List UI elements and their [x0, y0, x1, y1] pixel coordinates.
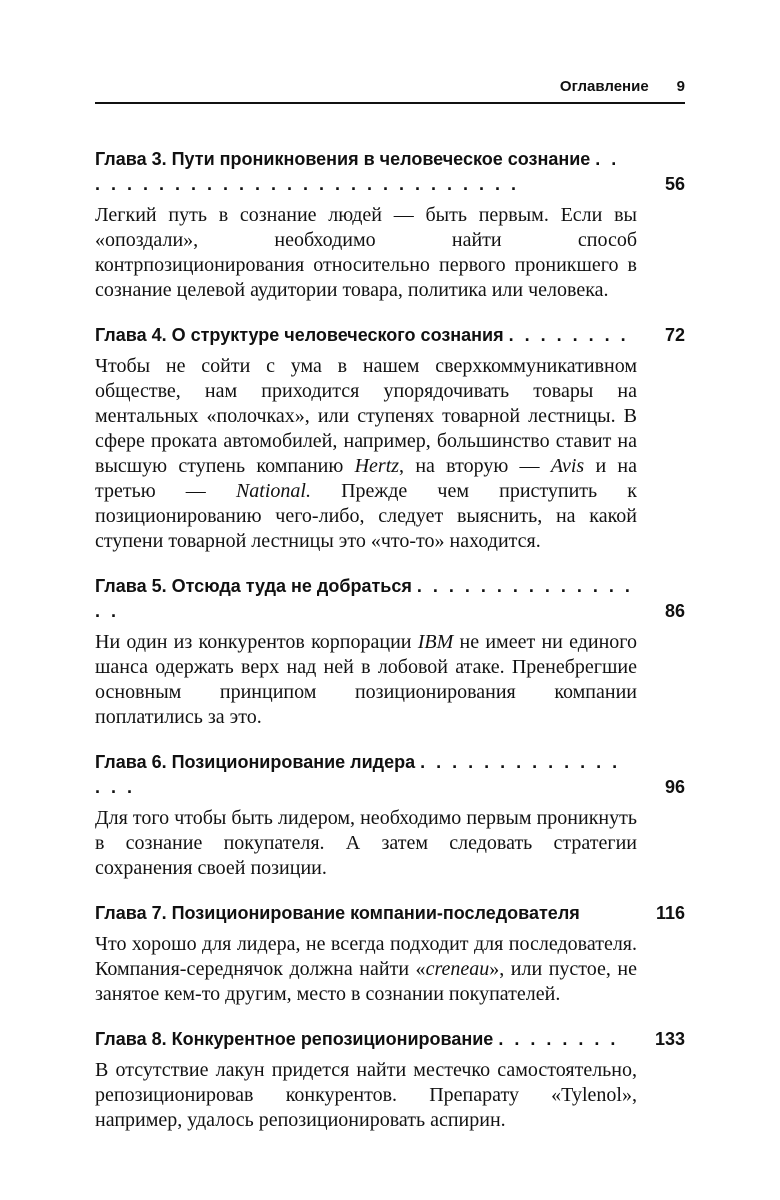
toc-entry-chapter-3 [95, 147, 685, 303]
chapter-title: Глава 3. Пути проникновения в человеческое сознание [95, 149, 591, 169]
chapter-title: Глава 6. Позиционирование лидера [95, 752, 416, 772]
book-page [95, 78, 685, 1153]
table-of-contents [95, 147, 685, 1133]
chapter-page-number: 72 [664, 325, 685, 345]
chapter-title: Глава 5. Отсюда туда не добраться [95, 576, 412, 596]
chapter-title: Глава 8. Конкурентное репозиционирование [95, 1029, 494, 1049]
chapter-summary: Легкий путь в сознание людей — быть первым. Если вы «опоздали», необходимо найти способ контрпозиционирования относительно первого проникшего в сознание целевой аудитории товара, политика или человека. [95, 204, 637, 301]
dot-leader: . . . . . . . . . . . . . . . . [95, 752, 621, 797]
dot-leader: . . . . . . . . [508, 325, 629, 345]
chapter-title-row [95, 1027, 685, 1052]
chapter-page-number: 133 [654, 1029, 685, 1049]
chapter-page-number: 116 [655, 903, 685, 923]
section-title: Оглавление [559, 78, 649, 95]
running-head [95, 78, 685, 104]
chapter-summary: Чтобы не сойти с ума в нашем сверхкоммуникативном обществе, нам приходится упорядочивать товары на ментальных «полочках», или ступенях товарной лестницы. В сфере проката автомобилей, например, большинство ставит на высшую ступень компанию Hertz, на вторую — Avis и на третью — National. Прежде чем приступить к позиционированию чего-либо, следует выяснить, на какой ступени товарной лестницы это «что-то» находится. [95, 355, 638, 552]
dot-leader: . . . . . . . . [498, 1029, 619, 1049]
toc-entry-chapter-6 [95, 750, 685, 881]
chapter-title-row [95, 574, 685, 624]
chapter-title: Глава 4. О структуре человеческого сознания [95, 325, 504, 345]
page-number: 9 [676, 78, 685, 95]
toc-entry-chapter-7 [95, 901, 685, 1007]
chapter-title: Глава 7. Позиционирование компании-последователя [95, 903, 580, 923]
chapter-page-number: 96 [664, 777, 685, 797]
chapter-summary: В отсутствие лакун придется найти местечко самостоятельно, репозиционировав конкурентов. Препарату «Tylenol», например, удалось репозиционировать аспирин. [95, 1059, 637, 1131]
chapter-page-number: 56 [664, 174, 685, 194]
toc-entry-chapter-8 [95, 1027, 685, 1133]
chapter-title-row [95, 323, 685, 348]
dot-leader: . . . . . . . . . . . . . . . . . . . . . . . . . . . . . [95, 149, 620, 194]
chapter-title-row [95, 147, 685, 197]
chapter-title-row [95, 901, 685, 926]
dot-leader: . . . . . . . . . . . . . . . . [95, 576, 633, 621]
chapter-summary: Для того чтобы быть лидером, необходимо первым проникнуть в сознание покупателя. А затем следовать стратегии сохранения своей позиции. [95, 807, 637, 879]
chapter-summary: Что хорошо для лидера, не всегда подходит для последователя. Компания-середнячок должна найти «creneau», или пустое, не занятое кем-то другим, место в сознании покупателей. [95, 933, 637, 1005]
chapter-title-row [95, 750, 685, 800]
toc-entry-chapter-4 [95, 323, 685, 554]
chapter-page-number: 86 [664, 601, 685, 621]
chapter-summary: Ни один из конкурентов корпорации IBM не имеет ни единого шанса одержать верх над ней в лобовой атаке. Пренебрегшие основным принципом позиционирования компании поплатились за это. [95, 631, 637, 728]
toc-entry-chapter-5 [95, 574, 685, 730]
